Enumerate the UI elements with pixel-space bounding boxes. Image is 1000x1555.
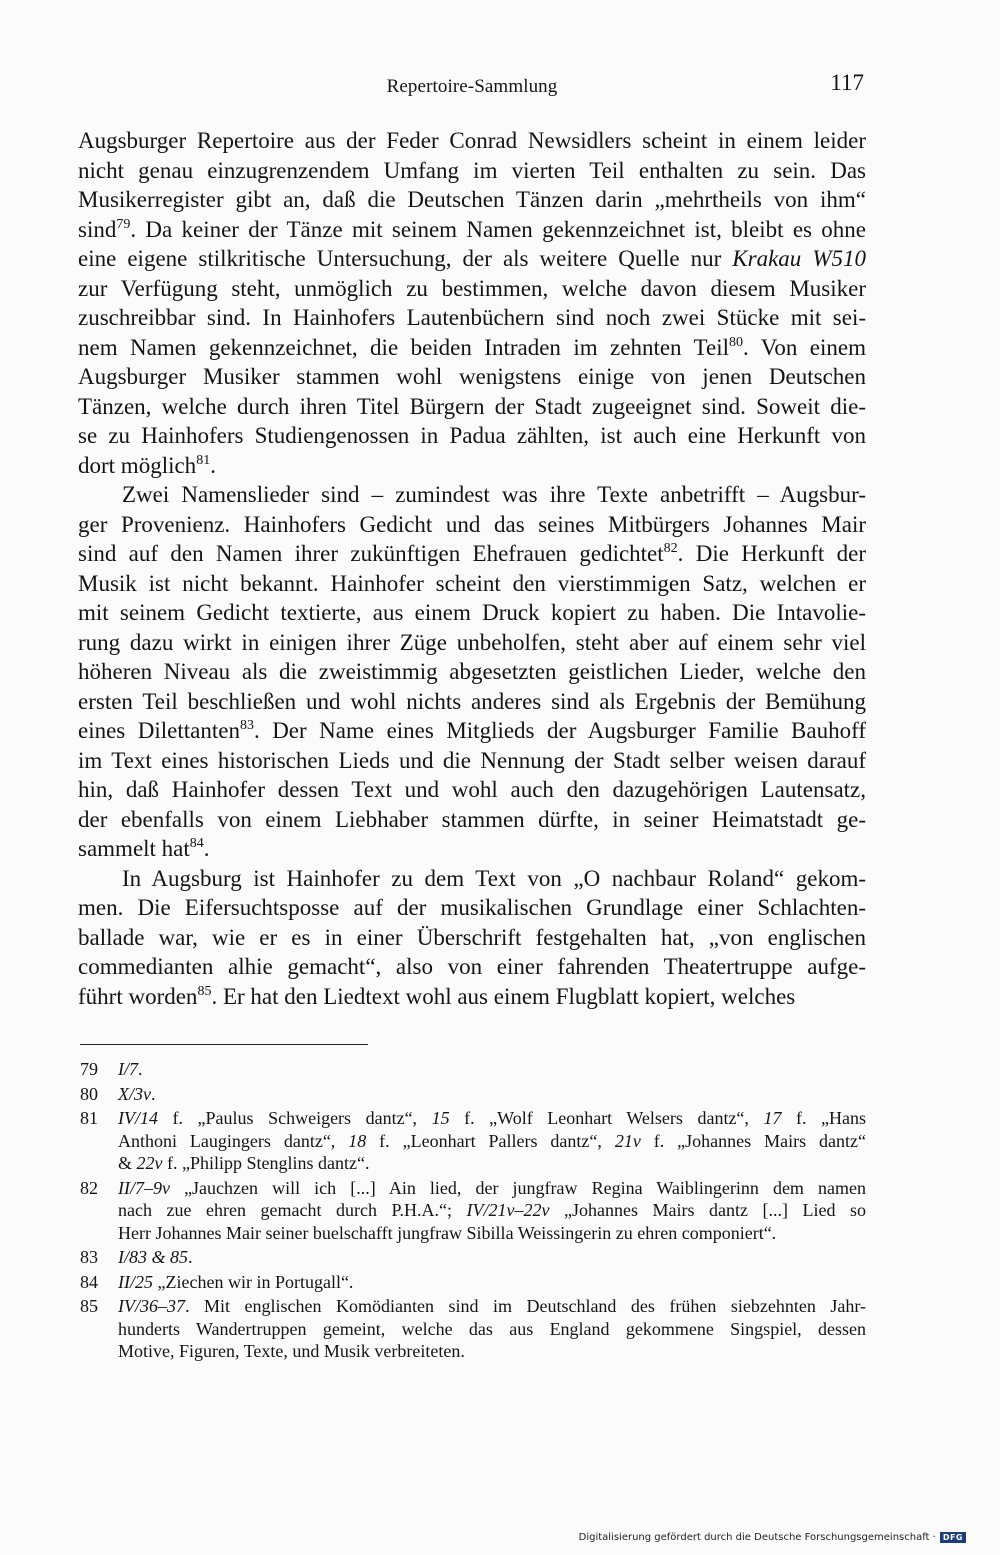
footnote-ref[interactable]: 85 [197, 983, 212, 999]
text-line: höheren Niveau als die zweistimmig abgesetzten geistlichen Lieder, welche den [78, 659, 866, 684]
text-line: eines Dilettanten$^{83}$. Der Name eines Mitglieds der Augsburger Familie Bauhoff [78, 718, 866, 743]
italic-source: Krakau W510 [732, 246, 866, 271]
footnote-number: 79 [80, 1059, 98, 1079]
credit-text: Digitalisierung gefördert durch die Deutsche Forschungsgemeinschaft · [578, 1532, 936, 1543]
footnote-text [118, 1177, 866, 1245]
footnote-number: 81 [80, 1108, 98, 1128]
footnote-ref[interactable]: 83 [239, 718, 254, 733]
footnote-number: 82 [80, 1177, 98, 1198]
text-line: se zu Hainhofers Studiengenossen in Padua zählten, ist auch eine Herkunft von [78, 423, 866, 448]
footnote [80, 1295, 866, 1363]
text-line: zur Verfügung steht, unmöglich zu bestimmen, welche davon diesem Musiker [78, 275, 866, 301]
text-line: Augsburger Musiker stammen wohl wenigstens einige von jenen Deutschen [78, 364, 866, 389]
paragraph-3 [78, 864, 866, 1012]
text-line: rung dazu wirkt in einigen ihrer Züge unbeholfen, steht aber auf einem sehr viel [78, 629, 866, 655]
footnote-line: Herr Johannes Mair seiner buelschafft jungfraw Sibilla Weissingerin zu ehren componiert“. [118, 1222, 777, 1243]
footnote-line: IV/14 f. „Paulus Schweigers dantz“, 15 f. „Wolf Leonhart Welsers dantz“, 17 f. „Hans [118, 1108, 866, 1128]
dfg-logo: DFG [940, 1532, 966, 1543]
text-line: Augsburger Repertoire aus der Feder Conrad Newsidlers scheint in einem leider [78, 128, 866, 153]
footnote-text [118, 1295, 866, 1363]
footnote-separator [80, 1044, 368, 1045]
footnote-line: X/3v. [118, 1083, 156, 1104]
text-line: nem Namen gekennzeichnet, die beiden Intraden im zehnten Teil$^{80}$. Von einem [78, 334, 866, 360]
running-head: Repertoire-Sammlung [386, 76, 558, 97]
footnote-number: 85 [80, 1296, 98, 1316]
text-line: Musik ist nicht bekannt. Hainhofer scheint den vierstimmigen Satz, welchen er [78, 570, 866, 596]
footnote [80, 1058, 866, 1081]
text-line: sind auf den Namen ihrer zukünftigen Ehefrauen gedichtet$^{82}$. Die Herkunft der [78, 541, 866, 566]
footnote-line: Anthoni Laugingers dantz“, 18 f. „Leonhart Pallers dantz“, 21v f. „Johannes Mairs dantz“ [118, 1130, 866, 1151]
text-line: men. Die Eifersuchtsposse auf der musikalischen Grundlage einer Schlachten- [78, 895, 866, 920]
paragraph-1 [78, 126, 866, 480]
footnote-line: II/7–9v „Jauchzen will ich [...] Ain lied, der jungfraw Regina Waiblingerinn dem namen [118, 1177, 866, 1198]
text-line: führt worden$^{85}$. Er hat den Liedtext wohl aus einem Flugblatt kopiert, welches [78, 983, 796, 1009]
footnote-line: II/25 „Ziechen wir in Portugall“. [118, 1271, 354, 1292]
paragraph-2 [78, 480, 866, 864]
footnote-line: & 22v f. „Philipp Stenglins dantz“. [118, 1153, 370, 1173]
text-line: zuschreibbar sind. In Hainhofers Lautenbüchern sind noch zwei Stücke mit sei- [78, 305, 866, 330]
footnote-line: IV/36–37. Mit englischen Komödianten sind im Deutschland des frühen siebzehnten Jahr- [118, 1296, 866, 1316]
footnote-number: 83 [80, 1247, 98, 1267]
footnote-line: I/7. [118, 1059, 143, 1079]
text-line: commedianten alhie gemacht“, also von einer fahrenden Theatertruppe aufge- [78, 954, 866, 979]
text-line: ballade war, wie er es in einer Überschrift festgehalten hat, „von englischen [78, 924, 866, 950]
text-line: In Augsburg ist Hainhofer zu dem Text von „O nachbaur Roland“ gekom- [122, 865, 866, 891]
footnote-text [118, 1107, 866, 1175]
footnote [80, 1083, 866, 1106]
text-line: hin, daß Hainhofer dessen Text und wohl auch den dazugehörigen Lautensatz, [78, 777, 866, 802]
footnotes [80, 1058, 866, 1365]
text-line: sind$^{79}$. Da keiner der Tänze mit seinem Namen gekennzeichnet ist, bleibt es ohne [78, 216, 866, 242]
text-line: nicht genau einzugrenzendem Umfang im vierten Teil enthalten zu sein. Das [78, 157, 866, 183]
footnote-ref[interactable]: 84 [189, 836, 204, 851]
digitization-credit [579, 1532, 966, 1543]
text-line: eine eigene stilkritische Untersuchung, der als weitere Quelle nur Krakau W510 [78, 246, 866, 271]
text-line: Zwei Namenslieder sind – zumindest was ihre Texte anbetrifft – Augsbur- [122, 482, 866, 507]
page-number: 117 [830, 70, 864, 95]
footnote-line: Motive, Figuren, Texte, und Musik verbreiteten. [118, 1341, 465, 1361]
footnote-ref[interactable]: 80 [728, 334, 743, 350]
footnote-line: I/83 & 85. [118, 1247, 193, 1267]
footnote-line: nach zue ehren gemacht durch P.H.A.“; IV/21v–22v „Johannes Mairs dantz [...] Lied so [118, 1200, 867, 1220]
footnote-ref[interactable]: 82 [663, 541, 678, 556]
text-line: Musikerregister gibt an, daß die Deutschen Tänzen darin „mehrtheils von ihm“ [78, 187, 866, 212]
footnote [80, 1246, 866, 1269]
text-line: mit seinem Gedicht textierte, aus einem Druck kopiert zu haben. Die Intavolie- [78, 600, 866, 625]
text-line: der ebenfalls von einem Liebhaber stammen dürfte, in seiner Heimatstadt ge- [78, 806, 866, 832]
footnote-text [118, 1246, 866, 1269]
footnote-number: 80 [80, 1083, 98, 1104]
text-line: ger Provenienz. Hainhofers Gedicht und das seines Mitbürgers Johannes Mair [78, 511, 866, 537]
footnote-ref[interactable]: 79 [116, 216, 131, 232]
footnote-text [118, 1083, 866, 1106]
footnote-ref[interactable]: 81 [196, 452, 211, 468]
text-line: sammelt hat$^{84}$. [78, 836, 210, 861]
text-line: im Text eines historischen Lieds und die Nennung der Stadt selber weisen darauf [78, 747, 866, 773]
footnote [80, 1107, 866, 1175]
body-text [78, 126, 866, 1011]
text-line: dort möglich$^{81}$. [78, 452, 216, 478]
footnote-line: hunderts Wandertruppen gemeint, welche das aus England gekommene Singspiel, dessen [118, 1318, 866, 1339]
footnote [80, 1177, 866, 1245]
text-line: Tänzen, welche durch ihren Titel Bürgern der Stadt zugeeignet sind. Soweit die- [78, 393, 866, 419]
page-header [78, 70, 866, 106]
text-line: ersten Teil beschließen und wohl nichts anderes sind als Ergebnis der Bemühung [78, 688, 866, 714]
footnote-number: 84 [80, 1271, 98, 1292]
footnote-text [118, 1271, 866, 1294]
footnote [80, 1271, 866, 1294]
footnote-text [118, 1058, 866, 1081]
